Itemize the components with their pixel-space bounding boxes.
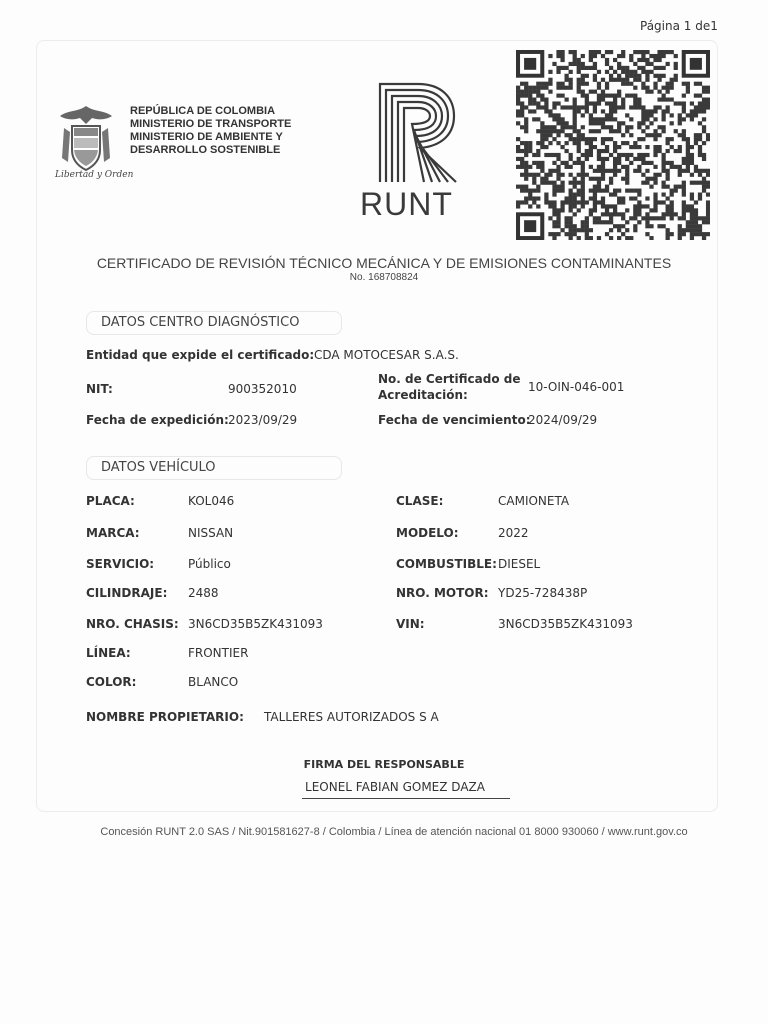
entidad-value: CDA MOTOCESAR S.A.S. [314, 348, 459, 362]
signature-line [302, 798, 510, 799]
vin-label: VIN: [396, 617, 425, 631]
signature-label: FIRMA DEL RESPONSABLE [303, 758, 465, 771]
vin-value: 3N6CD35B5ZK431093 [498, 617, 633, 631]
page-indicator: Página 1 de1 [640, 19, 718, 33]
propietario-label: NOMBRE PROPIETARIO: [86, 710, 244, 724]
cilindraje-label: CILINDRAJE: [86, 586, 168, 600]
footer-text: Concesión RUNT 2.0 SAS / Nit.901581627-8 / Colombia / Línea de atención nacional 01 8000 930060 / www.runt.gov.co [100, 826, 688, 838]
combustible-value: DIESEL [498, 557, 541, 571]
ministry-line: MINISTERIO DE TRANSPORTE [130, 118, 292, 130]
document-title: CERTIFICADO DE REVISIÓN TÉCNICO MECÁNICA Y DE EMISIONES CONTAMINANTES [96, 255, 672, 271]
ministry-line: MINISTERIO DE AMBIENTE Y [130, 131, 283, 143]
expedicion-label: Fecha de expedición: [86, 413, 229, 427]
qr-code-icon [516, 50, 710, 240]
entidad-label: Entidad que expide el certificado: [86, 348, 315, 362]
certificate-number: No. 168708824 [349, 272, 419, 283]
combustible-label: COMBUSTIBLE: [396, 557, 497, 571]
acreditacion-value: 10-OIN-046-001 [528, 380, 625, 394]
color-value: BLANCO [188, 675, 239, 689]
linea-value: FRONTIER [188, 646, 249, 660]
cilindraje-value: 2488 [188, 586, 219, 600]
section-header-vehiculo: DATOS VEHÍCULO [86, 456, 342, 480]
ministry-line: DESARROLLO SOSTENIBLE [130, 144, 281, 156]
modelo-value: 2022 [498, 526, 529, 540]
runt-logo-icon [358, 72, 468, 192]
vencimiento-label: Fecha de vencimiento: [378, 413, 531, 427]
motor-label: NRO. MOTOR: [396, 586, 489, 600]
acreditacion-label: No. de Certificado de Acreditación: [378, 372, 521, 402]
nit-label: NIT: [86, 382, 113, 396]
placa-value: KOL046 [188, 494, 235, 508]
marca-value: NISSAN [188, 526, 234, 540]
ministry-line: REPÚBLICA DE COLOMBIA [130, 105, 276, 117]
signature-name: LEONEL FABIAN GOMEZ DAZA [305, 780, 485, 794]
runt-logo-text: RUNT [360, 186, 453, 222]
servicio-value: Público [188, 557, 231, 571]
vencimiento-value: 2024/09/29 [528, 413, 598, 427]
placa-label: PLACA: [86, 494, 135, 508]
clase-value: CAMIONETA [498, 494, 570, 508]
color-label: COLOR: [86, 675, 137, 689]
ministries-block [130, 105, 291, 157]
expedicion-value: 2023/09/29 [228, 413, 298, 427]
chasis-label: NRO. CHASIS: [86, 617, 179, 631]
nit-value: 900352010 [228, 382, 297, 396]
chasis-value: 3N6CD35B5ZK431093 [188, 617, 323, 631]
motor-value: YD25-728438P [498, 586, 588, 600]
propietario-value: TALLERES AUTORIZADOS S A [264, 710, 439, 724]
clase-label: CLASE: [396, 494, 444, 508]
section-header-centro: DATOS CENTRO DIAGNÓSTICO [86, 311, 342, 335]
marca-label: MARCA: [86, 526, 140, 540]
modelo-label: MODELO: [396, 526, 459, 540]
linea-label: LÍNEA: [86, 646, 131, 660]
servicio-label: SERVICIO: [86, 557, 155, 571]
crest-motto: Libertad y Orden [55, 170, 134, 180]
